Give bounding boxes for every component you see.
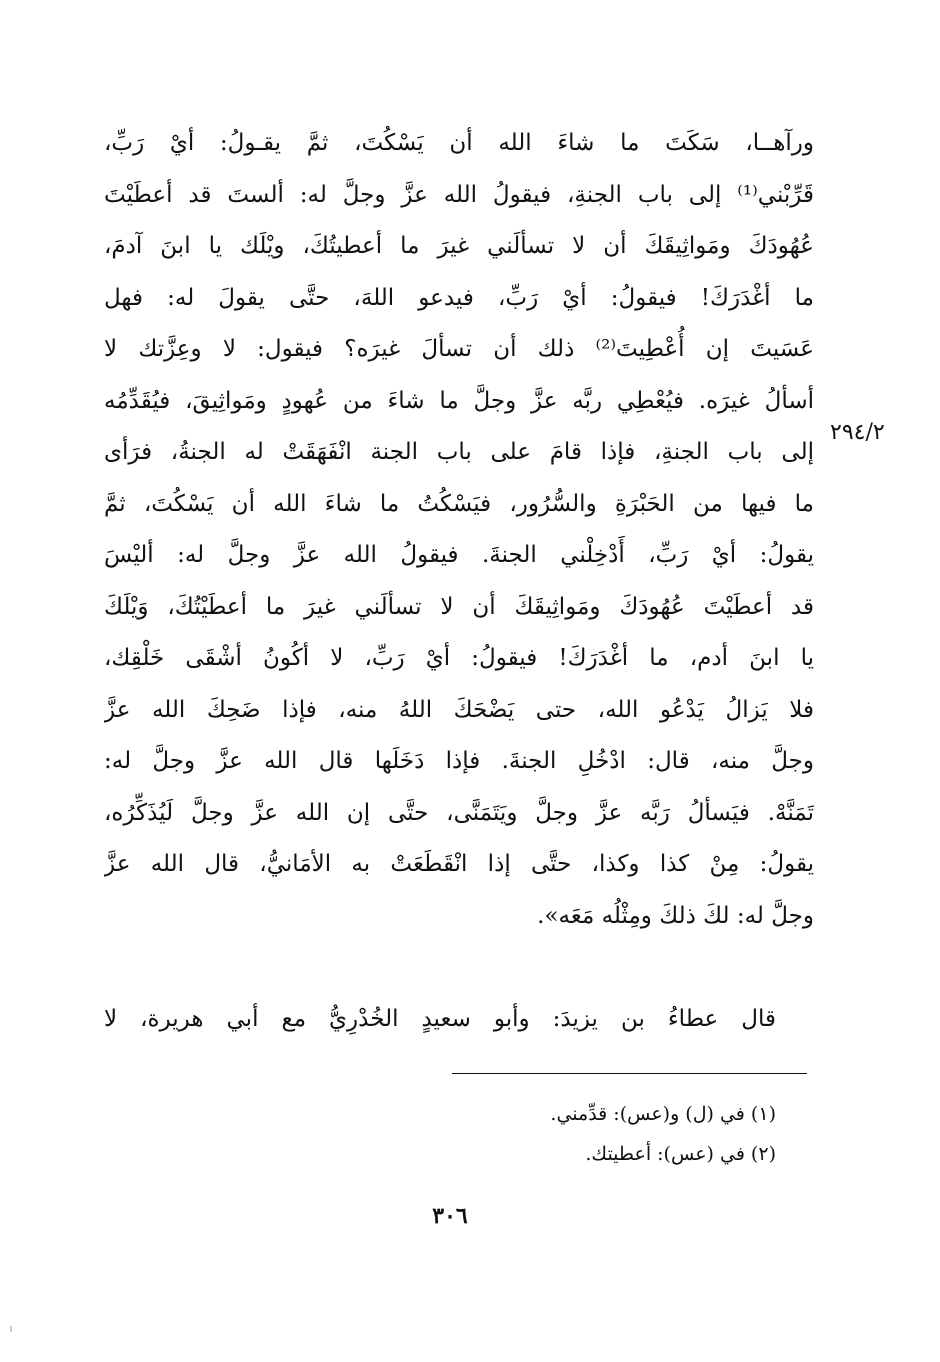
text-line: ورآهــا، سَكَتَ ما شاءَ الله أن يَسْكُتَ، ثمَّ يقـولُ: أيْ رَبِّ، [104, 130, 814, 156]
page-number: ٣٠٦ [432, 1203, 468, 1229]
footnote-separator [452, 1073, 807, 1074]
text-line: تَمَنَّهْ. فيَسألُ رَبَّه عزَّ وجلَّ ويَتَمَنَّى، حتَّى إن الله عزَّ وجلَّ لَيُذَكِّرُه، [104, 799, 814, 826]
text-line: قَرِّبْني⁽¹⁾ إلى باب الجنةِ، فيقولُ الله عزَّ وجلَّ له: ألستَ قد أعطَيْتَ [104, 181, 814, 208]
next-paragraph-line: قال عطاءُ بن يزيدَ: وأبو سعيدٍ الخُدْرِيُّ مع أبي هريرة، لا [104, 1006, 776, 1032]
footnote-1: (١) في (ل) و(عس): قدِّمني. [550, 1103, 776, 1125]
text-line: عَسَيتَ إن أُعْطِيتَ⁽²⁾ ذلك أن تسألَ غيرَه؟ فيقول: لا وعِزَّتك لا [104, 336, 814, 362]
scan-artifact-mark [10, 1326, 12, 1332]
main-text-block [104, 118, 814, 942]
text-line: فلا يَزالُ يَدْعُو الله، حتى يَضْحَكَ اللهُ منه، فإذا ضَحِكَ الله عزَّ [104, 696, 814, 723]
text-line: ما أغْدَرَكَ! فيقولُ: أيْ رَبِّ، فيدعو اللهَ، حتَّى يقولَ له: فهل [104, 284, 814, 311]
margin-volume-page-reference: ٢٩٤/٢ [830, 420, 885, 445]
footnotes [420, 1094, 776, 1174]
text-line: يقولُ: مِنْ كذا وكذا، حتَّى إذا انْقَطَعَتْ به الأمَانيُّ، قال الله عزَّ [104, 851, 814, 877]
text-line: أسألُ غيرَه. فيُعْطِي ربَّه عزَّ وجلَّ ما شاءَ من عُهودٍ ومَواثِيقَ، فيُقَدِّمُه [104, 387, 814, 414]
text-line: قد أعطَيْتَ عُهُودَكَ ومَواثِيقَكَ أن لا تسألَني غيرَ ما أعطَيْتُكَ، وَيْلَكَ [104, 593, 814, 620]
footnote-2: (٢) في (عس): أعطيتك. [585, 1143, 776, 1165]
text-line: يقولُ: أيْ رَبِّ، أَدْخِلْني الجنةَ. فيقولُ الله عزَّ وجلَّ له: أليْسَ [104, 542, 814, 568]
text-line: عُهُودَكَ ومَواثِيقَكَ أن لا تسألَني غيرَ ما أعطيتُكَ، ويْلَك يا ابنَ آدمَ، [104, 233, 814, 259]
text-line-last: وجلَّ له: لكَ ذلكَ ومِثْلُه مَعَه». [537, 902, 814, 929]
text-line: ما فيها من الحَبْرَةِ والسُّرُور، فيَسْكُتُ ما شاءَ الله أن يَسْكُتَ، ثمَّ [104, 490, 814, 517]
text-line: يا ابنَ أدم، ما أغْدَرَكَ! فيقولُ: أيْ رَبِّ، لا أكُونُ أشْقَى خَلْقِك، [104, 645, 814, 671]
text-line: إلى باب الجنةِ، فإذا قامَ على باب الجنة انْفَهَقَتْ له الجنةُ، فرَأى [104, 439, 814, 465]
text-line: وجلَّ منه، قال: ادْخُلِ الجنةَ. فإذا دَخَلَها قال الله عزَّ وجلَّ له: [104, 748, 814, 774]
